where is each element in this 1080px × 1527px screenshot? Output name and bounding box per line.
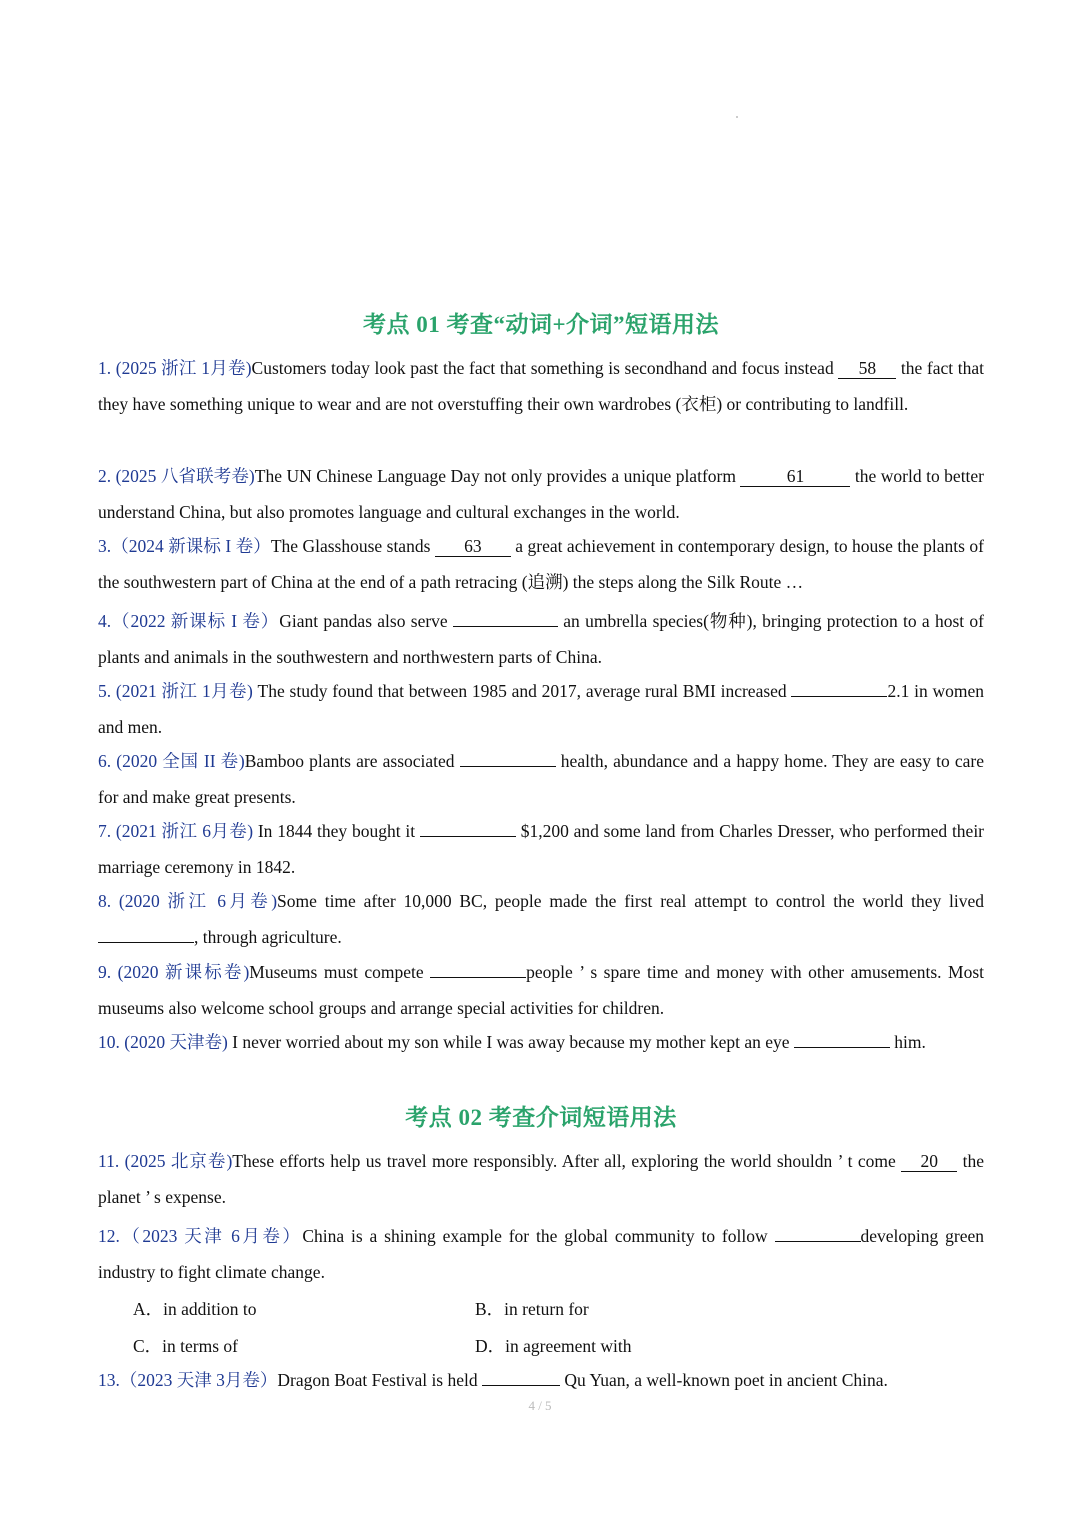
question-text: the fact that they have something unique to wear and are not overstuffing their own wardrobes (衣柜) or contributing to landfill. [98, 358, 984, 414]
question-text: 2.1 in women and men. [98, 681, 984, 737]
question-text: Giant pandas also serve [279, 611, 453, 631]
question-text: a great achievement in contemporary design, to house the plants of the southwestern part of China at the end of a path retracing (追溯) the steps along the Silk Route … [98, 536, 984, 592]
scan-speck [736, 116, 738, 118]
question-text: Some time after 10,000 BC, people made the first real attempt to control the world they lived [277, 891, 984, 911]
answer-blank[interactable]: 63 [435, 536, 511, 557]
answer-blank[interactable]: 20 [901, 1151, 957, 1172]
question-text: the planet ’ s expense. [98, 1151, 984, 1207]
question-8 [98, 883, 984, 955]
question-11 [98, 1143, 984, 1215]
question-4 [98, 603, 984, 675]
question-source: 2. (2025 八省联考卷) [98, 466, 255, 486]
question-text: Dragon Boat Festival is held [277, 1370, 483, 1390]
question-6 [98, 743, 984, 815]
answer-blank[interactable] [791, 696, 887, 697]
question-text: In 1844 they bought it [253, 821, 420, 841]
question-3 [98, 528, 984, 600]
question-text: Bamboo plants are associated [244, 751, 460, 771]
question-source: 6. (2020 全国 II 卷) [98, 751, 245, 771]
question-source: 5. (2021 浙江 1月卷) [98, 681, 253, 701]
question-7 [98, 813, 984, 885]
question-text: The UN Chinese Language Day not only provides a unique platform [254, 466, 741, 486]
question-text: The study found that between 1985 and 2017, average rural BMI increased [252, 681, 792, 701]
question-10 [98, 1024, 984, 1060]
page-number: 4 / 5 [528, 1398, 552, 1413]
option-d[interactable]: D．in agreement with [475, 1336, 632, 1356]
answer-blank[interactable] [460, 766, 556, 767]
question-text: , through agriculture. [194, 927, 342, 947]
question-1 [98, 350, 984, 422]
question-source: 11. (2025 北京卷) [98, 1151, 233, 1171]
question-source: 1. (2025 浙江 1月卷) [98, 358, 252, 378]
question-text: The Glasshouse stands [270, 536, 435, 556]
question-12 [98, 1218, 984, 1290]
question-source: 3.（2024 新课标 I 卷） [98, 536, 271, 556]
question-text: people ’ s spare time and money with other amusements. Most museums also welcome school groups and arrange special activities for children. [98, 962, 984, 1018]
question-text: These efforts help us travel more responsibly. After all, exploring the world shouldn ’ t come [232, 1151, 902, 1171]
answer-blank[interactable]: 61 [740, 466, 850, 487]
question-text: an umbrella species(物种), bringing protection to a host of plants and animals in the southwestern and northwestern parts of China. [98, 611, 984, 667]
question-source: 9. (2020 新课标卷) [98, 962, 250, 982]
question-text: Qu Yuan, a well-known poet in ancient China. [560, 1370, 888, 1390]
question-text: I never worried about my son while I was away because my mother kept an eye [227, 1032, 794, 1052]
question-source: 10. (2020 天津卷) [98, 1032, 228, 1052]
answer-blank[interactable] [420, 836, 516, 837]
answer-blank[interactable] [453, 626, 558, 627]
question-source: 7. (2021 浙江 6月卷) [98, 821, 254, 841]
question-text: $1,200 and some land from Charles Dresser, who performed their marriage ceremony in 1842. [98, 821, 985, 877]
option-b[interactable]: B．in return for [475, 1299, 589, 1319]
question-text: China is a shining example for the global community to follow [302, 1226, 775, 1246]
answer-blank[interactable]: 58 [838, 358, 896, 379]
question-2 [98, 458, 984, 530]
question-13 [98, 1362, 984, 1398]
question-text: Museums must compete [249, 962, 431, 982]
question-text: developing green industry to fight climate change. [98, 1226, 984, 1282]
question-9 [98, 954, 984, 1026]
question-text: the world to better understand China, but also promotes language and cultural exchanges in the world. [98, 466, 985, 522]
question-text: him. [889, 1032, 926, 1052]
question-source: 8. (2020 浙江 6月卷) [98, 891, 278, 911]
question-text: Customers today look past the fact that something is secondhand and focus instead [251, 358, 839, 378]
section-heading-2: 考点 02 考查介词短语用法 [405, 1105, 677, 1130]
answer-blank[interactable] [482, 1385, 560, 1386]
section-heading-1: 考点 01 考查“动词+介词”短语用法 [362, 312, 720, 337]
question-text: health, abundance and a happy home. They are easy to care for and make great presents. [98, 751, 984, 807]
answer-blank[interactable] [98, 942, 194, 943]
question-source: 4.（2022 新课标 I 卷） [98, 611, 280, 631]
question-source: 13.（2023 天津 3月卷） [98, 1370, 278, 1390]
answer-blank[interactable] [794, 1047, 890, 1048]
option-a[interactable]: A．in addition to [133, 1299, 257, 1319]
answer-blank[interactable] [430, 977, 526, 978]
option-c[interactable]: C．in terms of [133, 1336, 238, 1356]
question-source: 12.（2023 天津 6月卷） [98, 1226, 303, 1246]
question-5 [98, 673, 984, 745]
answer-blank[interactable] [775, 1241, 861, 1242]
